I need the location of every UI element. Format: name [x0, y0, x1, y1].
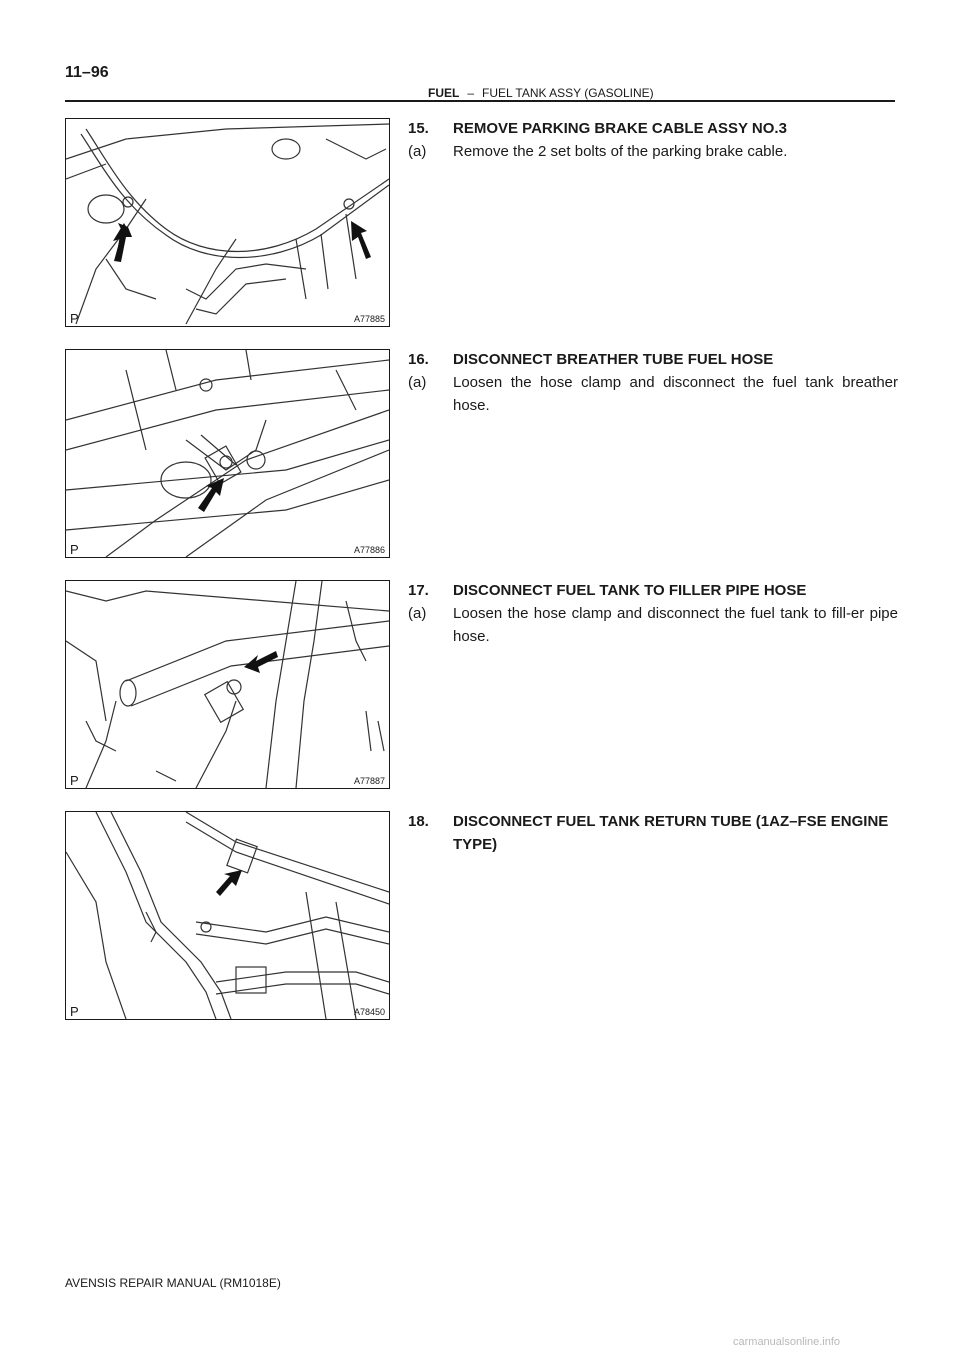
parking-brake-cable-illustration — [66, 119, 389, 326]
substep — [408, 371, 898, 417]
figure-breather-hose — [65, 349, 390, 558]
step-title — [408, 810, 898, 856]
step-17 — [408, 579, 898, 648]
breather-hose-illustration — [66, 350, 389, 557]
step-number: 17. — [408, 582, 429, 599]
page-footer: AVENSIS REPAIR MANUAL (RM1018E) — [65, 1276, 281, 1290]
figure-code: A77885 — [353, 314, 385, 324]
step-title-text: REMOVE PARKING BRAKE CABLE ASSY NO.3 — [453, 120, 787, 137]
header-separator: – — [467, 86, 475, 100]
header-rule — [65, 100, 895, 102]
page-header — [428, 86, 654, 100]
watermark: carmanualsonline.info — [733, 1336, 841, 1348]
page-number: 11–96 — [65, 64, 109, 81]
substep — [408, 140, 898, 163]
step-18 — [408, 810, 898, 856]
substep-text: Loosen the hose clamp and disconnect the fuel tank breather hose. — [453, 374, 898, 414]
figure-code: A77886 — [353, 545, 385, 555]
step-16 — [408, 348, 898, 417]
substep-text: Remove the 2 set bolts of the parking brake cable. — [453, 143, 788, 160]
substep-label: (a) — [408, 374, 427, 391]
step-title — [408, 348, 898, 371]
figure-code: A77887 — [353, 776, 385, 786]
step-number: 18. — [408, 813, 429, 830]
section-name: FUEL — [428, 86, 460, 100]
figure-filler-pipe-hose — [65, 580, 390, 789]
figure-mark: P — [70, 773, 79, 788]
substep-label: (a) — [408, 605, 427, 622]
step-title — [408, 579, 898, 602]
figure-parking-brake-cable — [65, 118, 390, 327]
step-15 — [408, 117, 898, 163]
figure-code: A78450 — [353, 1007, 385, 1017]
filler-pipe-hose-illustration — [66, 581, 389, 788]
figure-mark: P — [70, 311, 79, 326]
step-title-text: DISCONNECT FUEL TANK TO FILLER PIPE HOSE — [453, 582, 807, 599]
substep-label: (a) — [408, 143, 427, 160]
return-tube-illustration — [66, 812, 389, 1019]
step-title-text: DISCONNECT FUEL TANK RETURN TUBE (1AZ–FSE ENGINE TYPE) — [453, 813, 889, 853]
step-number: 16. — [408, 351, 429, 368]
step-title — [408, 117, 898, 140]
figure-mark: P — [70, 542, 79, 557]
step-title-text: DISCONNECT BREATHER TUBE FUEL HOSE — [453, 351, 774, 368]
substep-text: Loosen the hose clamp and disconnect the fuel tank to fill-er pipe hose. — [453, 605, 898, 645]
step-number: 15. — [408, 120, 429, 137]
figure-return-tube — [65, 811, 390, 1020]
substep — [408, 602, 898, 648]
figure-mark: P — [70, 1004, 79, 1019]
subsection-name: FUEL TANK ASSY (GASOLINE) — [482, 86, 654, 100]
